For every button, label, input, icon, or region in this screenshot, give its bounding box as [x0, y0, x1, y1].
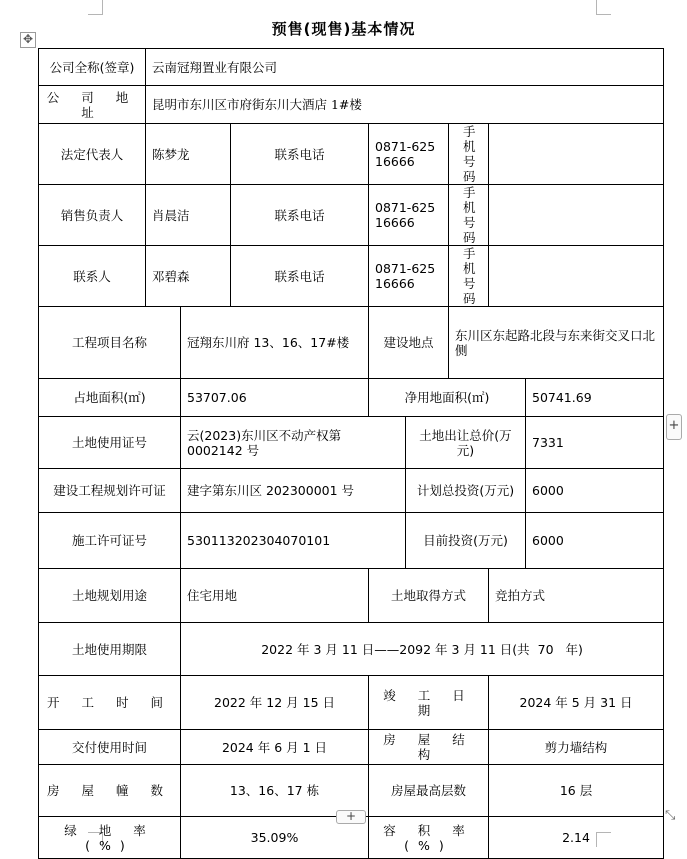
completion-date-value[interactable]: 2024 年 5 月 31 日	[489, 676, 664, 730]
legal-rep-phone[interactable]: 0871-62516666	[369, 124, 449, 185]
project-name-label: 工程项目名称	[39, 307, 181, 379]
start-date-label: 开 工 时 间	[39, 676, 181, 730]
add-row-button[interactable]: +	[336, 810, 366, 824]
land-use-label: 土地规划用途	[39, 569, 181, 623]
land-cert-value[interactable]: 云(2023)东川区不动产权第 0002142 号	[181, 417, 406, 469]
row-company-name	[39, 49, 664, 86]
plot-ratio-label: 容 积 率(%)	[369, 817, 489, 859]
row-land-certificate	[39, 417, 664, 469]
plot-ratio-value[interactable]: 2.14	[489, 817, 664, 859]
land-area-label: 占地面积(㎡)	[39, 379, 181, 417]
contact-person-mobile-label: 手机号码	[449, 246, 489, 307]
planning-permit-label: 建设工程规划许可证	[39, 469, 181, 513]
table-move-handle-icon[interactable]: ✥	[20, 32, 36, 48]
delivery-date-label: 交付使用时间	[39, 730, 181, 765]
row-land-area	[39, 379, 664, 417]
company-name-label: 公司全称(签章)	[39, 49, 146, 86]
company-address-label: 公 司 地 址	[39, 86, 146, 124]
acquire-method-label: 土地取得方式	[369, 569, 489, 623]
legal-rep-mobile[interactable]	[489, 124, 664, 185]
row-delivery	[39, 730, 664, 765]
current-investment-label: 目前投资(万元)	[406, 513, 526, 569]
company-address-value[interactable]: 昆明市东川区市府街东川大酒店 1#楼	[146, 86, 664, 124]
planning-permit-value[interactable]: 建字第东川区 202300001 号	[181, 469, 406, 513]
row-dates	[39, 676, 664, 730]
land-use-value[interactable]: 住宅用地	[181, 569, 369, 623]
construction-site-value[interactable]: 东川区东起路北段与东来街交叉口北侧	[449, 307, 664, 379]
start-date-value[interactable]: 2022 年 12 月 15 日	[181, 676, 369, 730]
row-planning-permit	[39, 469, 664, 513]
land-area-value[interactable]: 53707.06	[181, 379, 369, 417]
contact-person-name[interactable]: 邓碧森	[146, 246, 231, 307]
sales-head-mobile[interactable]	[489, 185, 664, 246]
net-land-area-value[interactable]: 50741.69	[526, 379, 664, 417]
construction-permit-label: 施工许可证号	[39, 513, 181, 569]
project-name-value[interactable]: 冠翔东川府 13、16、17#楼	[181, 307, 369, 379]
planned-investment-label: 计划总投资(万元)	[406, 469, 526, 513]
sales-head-phone-label: 联系电话	[231, 185, 369, 246]
land-term-value[interactable]: 2022 年 3 月 11 日——2092 年 3 月 11 日(共 70 年)	[181, 623, 664, 676]
sales-head-phone[interactable]: 0871-62516666	[369, 185, 449, 246]
legal-rep-phone-label: 联系电话	[231, 124, 369, 185]
contact-person-phone[interactable]: 0871-62516666	[369, 246, 449, 307]
max-floors-value[interactable]: 16 层	[489, 765, 664, 817]
construction-permit-value[interactable]: 530113202304070101	[181, 513, 406, 569]
building-count-value[interactable]: 13、16、17 栋	[181, 765, 369, 817]
document-title: 预售(现售)基本情况	[271, 20, 416, 38]
row-company-address	[39, 86, 664, 124]
row-project-name	[39, 307, 664, 379]
land-price-label: 土地出让总价(万元)	[406, 417, 526, 469]
land-term-label: 土地使用期限	[39, 623, 181, 676]
contact-person-label: 联系人	[39, 246, 146, 307]
row-land-use	[39, 569, 664, 623]
land-price-value[interactable]: 7331	[526, 417, 664, 469]
add-column-button[interactable]: +	[666, 414, 682, 440]
legal-rep-mobile-label: 手机号码	[449, 124, 489, 185]
green-ratio-label: 绿 地 率(%)	[39, 817, 181, 859]
row-construction-permit	[39, 513, 664, 569]
max-floors-label: 房屋最高层数	[369, 765, 489, 817]
presale-info-table	[38, 48, 664, 859]
net-land-area-label: 净用地面积(㎡)	[369, 379, 526, 417]
crop-mark-top-left	[88, 0, 103, 15]
building-structure-label: 房 屋 结 构	[369, 730, 489, 765]
table-resize-handle-icon[interactable]: ⤡	[665, 808, 676, 823]
contact-person-mobile[interactable]	[489, 246, 664, 307]
sales-head-mobile-label: 手机号码	[449, 185, 489, 246]
delivery-date-value[interactable]: 2024 年 6 月 1 日	[181, 730, 369, 765]
current-investment-value[interactable]: 6000	[526, 513, 664, 569]
sales-head-name[interactable]: 肖晨洁	[146, 185, 231, 246]
land-cert-label: 土地使用证号	[39, 417, 181, 469]
contact-row-contact	[39, 246, 664, 307]
legal-rep-name[interactable]: 陈梦龙	[146, 124, 231, 185]
legal-rep-label: 法定代表人	[39, 124, 146, 185]
contact-row-legal	[39, 124, 664, 185]
completion-date-label: 竣 工 日 期	[369, 676, 489, 730]
sales-head-label: 销售负责人	[39, 185, 146, 246]
contact-row-sales	[39, 185, 664, 246]
construction-site-label: 建设地点	[369, 307, 449, 379]
contact-person-phone-label: 联系电话	[231, 246, 369, 307]
acquire-method-value[interactable]: 竞拍方式	[489, 569, 664, 623]
planned-investment-value[interactable]: 6000	[526, 469, 664, 513]
row-land-term	[39, 623, 664, 676]
building-structure-value[interactable]: 剪力墙结构	[489, 730, 664, 765]
crop-mark-top-right	[596, 0, 611, 15]
building-count-label: 房 屋 幢 数	[39, 765, 181, 817]
green-ratio-value[interactable]: 35.09%	[181, 817, 369, 859]
company-name-value[interactable]: 云南冠翔置业有限公司	[146, 49, 664, 86]
